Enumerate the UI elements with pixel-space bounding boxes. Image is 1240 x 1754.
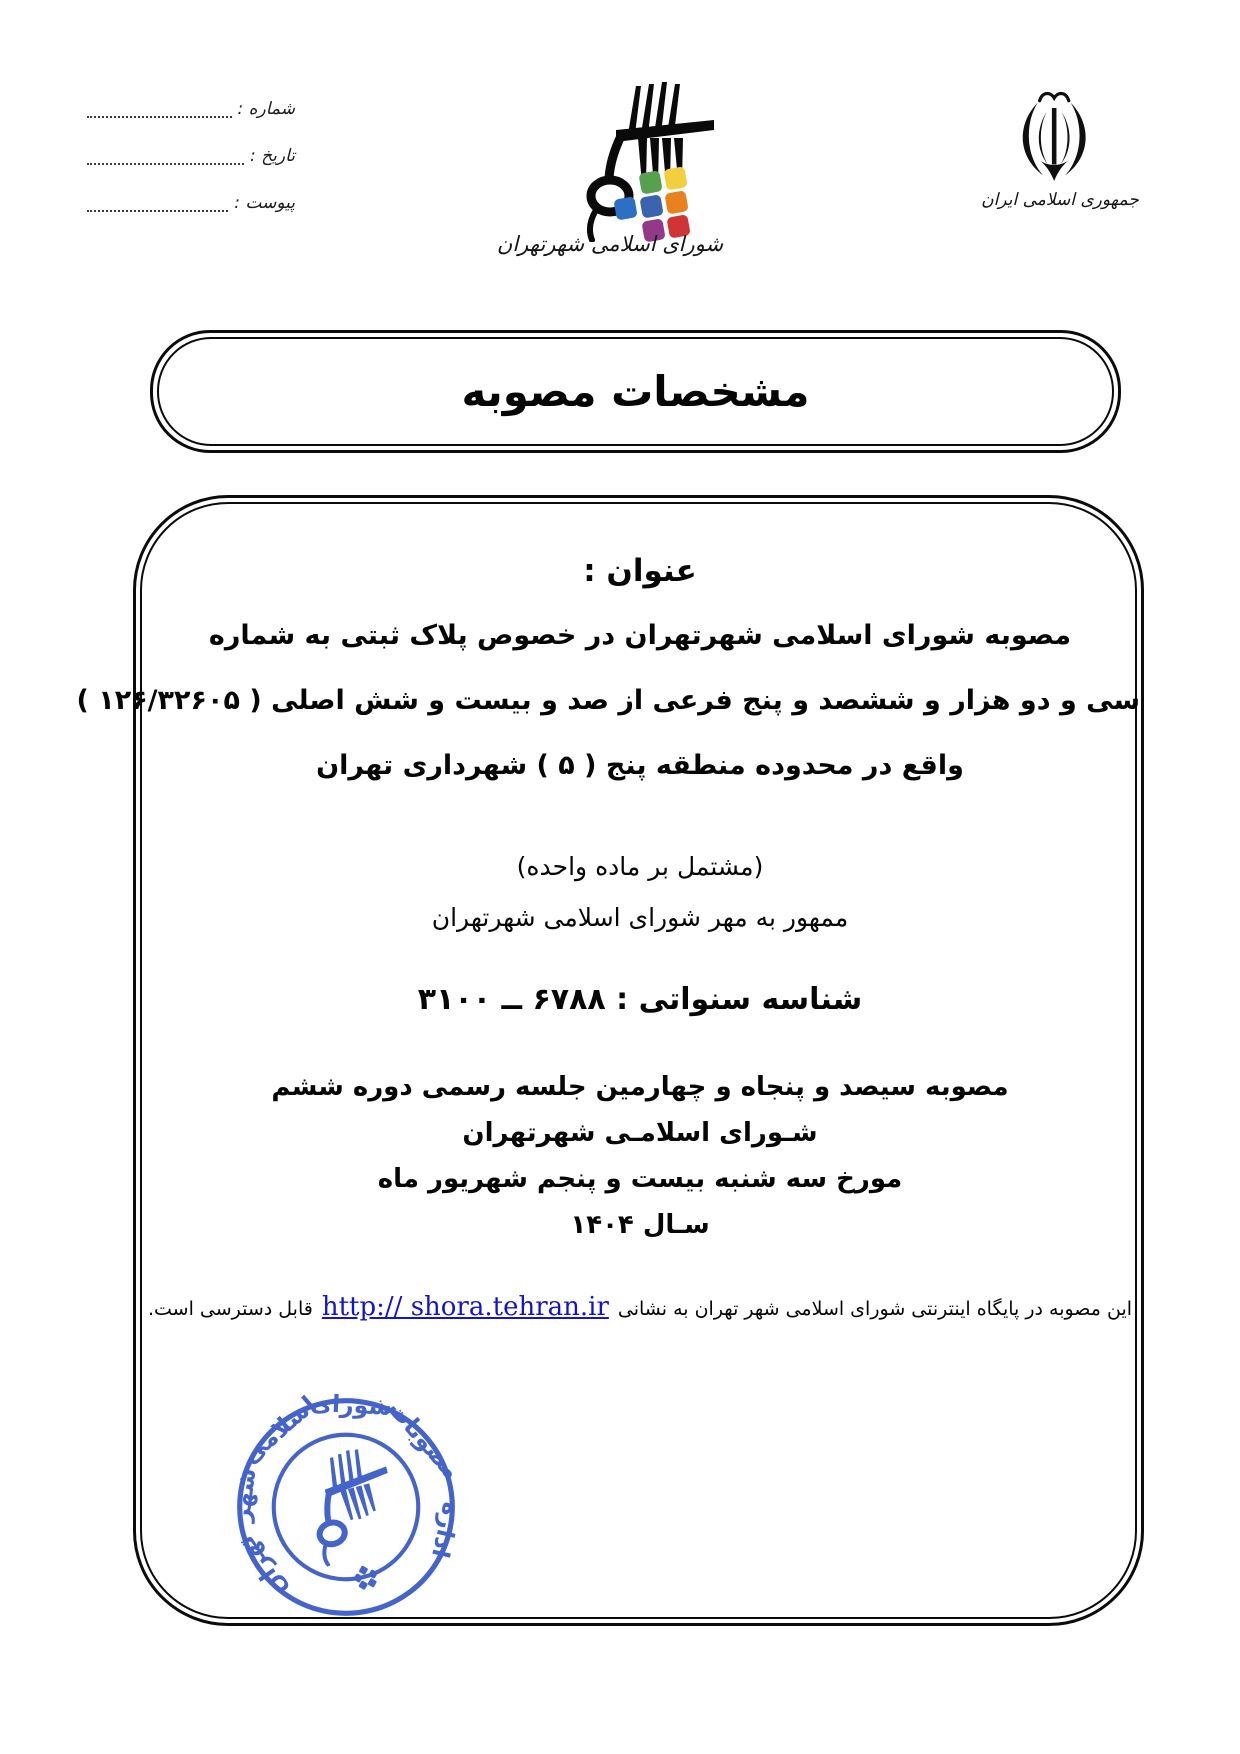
- number-dotted-line: [87, 110, 232, 118]
- stamp-word-4: اسلامی: [236, 1390, 322, 1470]
- council-stamp: [222, 1378, 470, 1636]
- form-row-date: [85, 139, 295, 165]
- website-link[interactable]: http:// shora.tehran.ir: [321, 1292, 609, 1322]
- availability-prefix: این مصوبه در پایگاه اینترنتی شورای اسلامی شهر تهران به نشانی: [617, 1298, 1133, 1320]
- banner-box: [150, 330, 1121, 453]
- resolution-title-line-3: واقع در محدوده منطقه پنج ( ۵ ) شهرداری تهران: [316, 750, 964, 781]
- council-logo-caption: شورای اسلامی شهرتهران: [496, 232, 724, 256]
- form-row-number: [85, 92, 295, 118]
- resolution-heading: عنوان :: [583, 553, 697, 589]
- attachment-field-label: پیوست :: [234, 193, 295, 213]
- session-line-3: مورخ سه شنبه بیست و پنجم شهریور ماه: [377, 1164, 903, 1194]
- session-line-1: مصوبه سیصد و پنجاه و چهارمین جلسه رسمی دوره ششم: [271, 1072, 1009, 1102]
- stamp-word-5: شهر: [227, 1466, 262, 1524]
- session-line-4: سـال ۱۴۰۴: [570, 1210, 710, 1240]
- attachment-dotted-line: [87, 204, 228, 212]
- council-logo-icon: [552, 72, 727, 244]
- form-row-attachment: [85, 186, 295, 212]
- availability-line: [140, 1292, 1140, 1322]
- iran-emblem-icon: [1000, 88, 1112, 190]
- date-dotted-line: [87, 157, 244, 165]
- stamp-word-3: شورای: [309, 1388, 393, 1421]
- iran-emblem-caption: جمهوری اسلامی ایران: [981, 190, 1139, 210]
- resolution-title-line-2: سی و دو هزار و ششصد و پنج فرعی از صد و بیست و شش اصلی ( ۱۲۶/۳۲۶۰۵ ): [76, 685, 1140, 716]
- stamp-word-1: اداره: [426, 1499, 466, 1561]
- reference-fields: [85, 92, 295, 233]
- resolution-note-line-1: (مشتمل بر ماده واحده): [516, 852, 764, 881]
- annual-id-line: شناسه سنواتی : ۶۷۸۸ ــ ۳۱۰۰: [417, 982, 863, 1017]
- number-field-label: شماره :: [237, 99, 295, 119]
- date-field-label: تاریخ :: [250, 146, 295, 166]
- stamp-center-mark: [300, 1442, 407, 1565]
- banner-title: مشخصات مصوبه: [461, 367, 810, 416]
- resolution-title-line-1: مصوبه شورای اسلامی شهرتهران در خصوص پلاک ثبتی به شماره: [208, 620, 1072, 651]
- stamp-word-2: مصوبات: [382, 1394, 466, 1485]
- resolution-note-line-2: ممهور به مهر شورای اسلامی شهرتهران: [431, 903, 849, 932]
- availability-suffix: قابل دسترسی است.: [147, 1298, 313, 1320]
- session-line-2: شـورای اسلامـی شهرتهران: [462, 1118, 818, 1148]
- stamp-word-6: تهران: [231, 1530, 294, 1603]
